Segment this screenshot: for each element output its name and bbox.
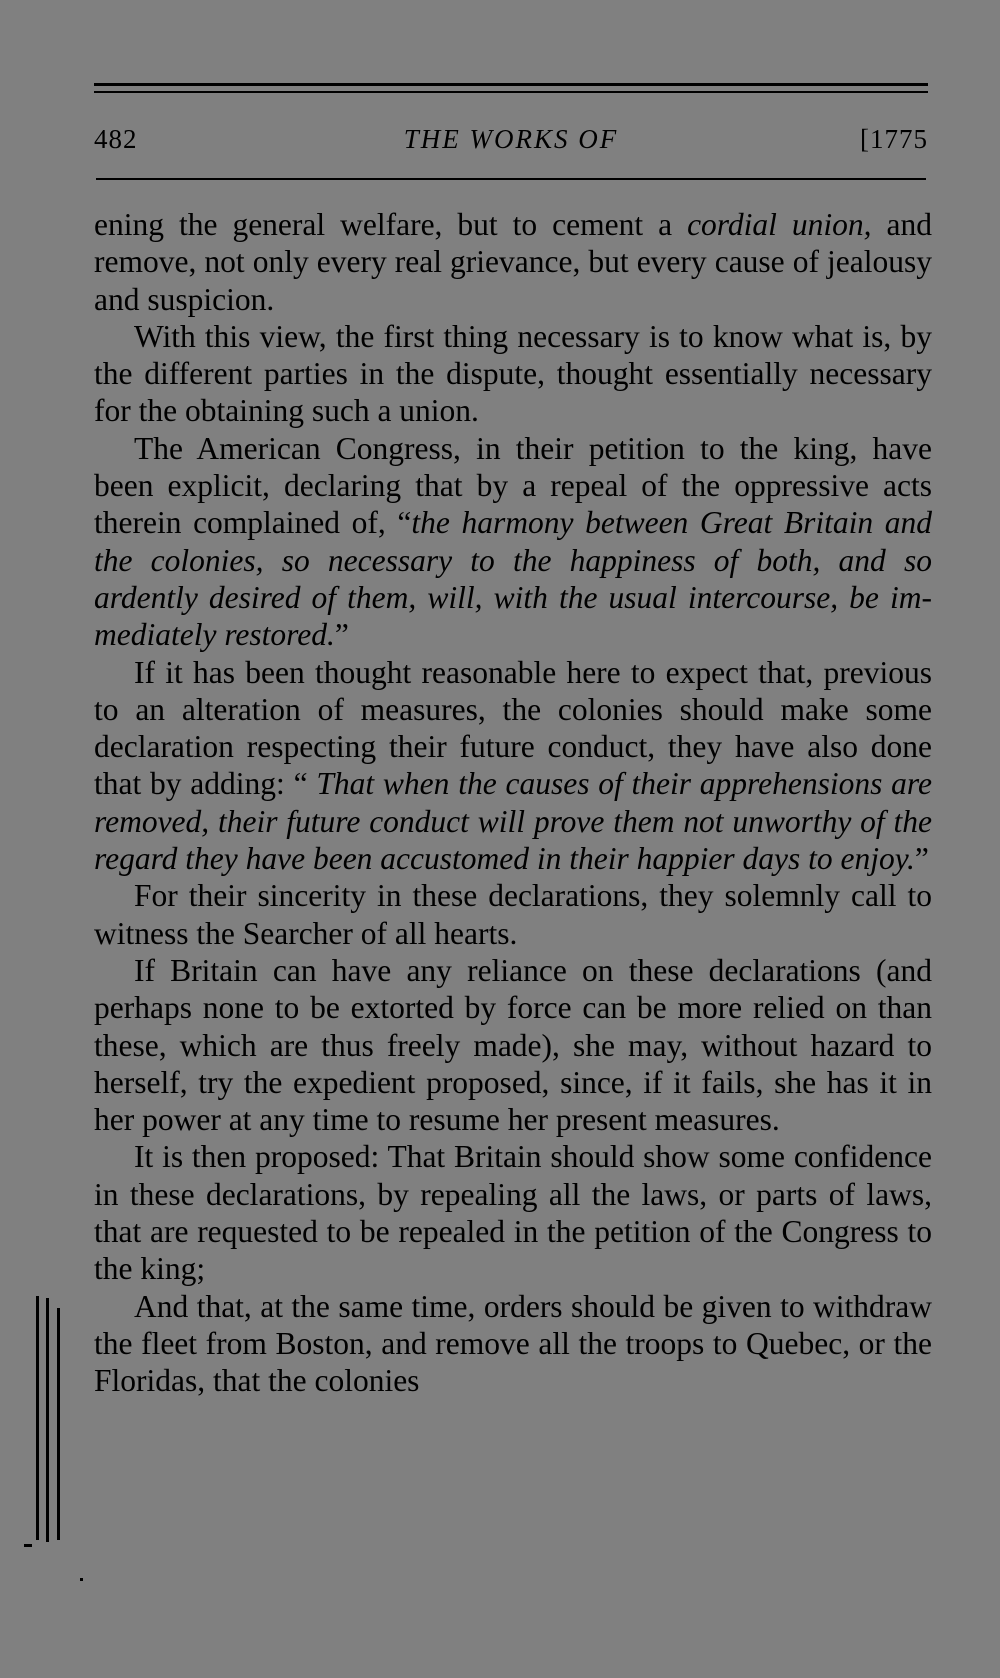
- text-run: The American Congress, in their petition to the king, have been explicit, declaring that by a repeal of the oppressive acts therein complained of, “: [94, 430, 932, 541]
- header-rule: [96, 178, 926, 180]
- text-run: ”: [334, 617, 349, 653]
- running-title: THE WORKS OF: [403, 124, 619, 154]
- paragraph: [94, 206, 932, 318]
- text-run: It is then proposed: That Britain should show some confidence in these declarations, by repealing all the laws, or parts of laws, that are requested to be repealed in the petition of the Congress to the king;: [94, 1139, 932, 1287]
- running-header: [94, 124, 928, 164]
- header-year: [1775: [860, 124, 928, 154]
- text-run: For their sincerity in these declarations, they solemnly call to witness the Searcher of all hearts.: [94, 878, 932, 951]
- page-number: 482: [94, 124, 138, 154]
- margin-mark-bar-2: [46, 1298, 49, 1542]
- margin-mark-dash: [24, 1544, 32, 1547]
- text-run: ening the general welfare, but to cement a: [94, 207, 688, 242]
- paragraph: [94, 318, 932, 430]
- italic-quote: cordial union,: [687, 207, 872, 242]
- paragraph: [94, 1288, 932, 1400]
- paragraph: [94, 877, 932, 952]
- margin-mark-bar-1: [36, 1296, 39, 1540]
- italic-quote: That when the causes of their apprehensions are removed, their future conduct will prove them not unworthy of the regard they have been accustomed in their happier days to enjoy.: [94, 766, 932, 877]
- top-double-rule-lower: [94, 91, 928, 93]
- margin-dot: [80, 1578, 83, 1581]
- text-run: With this view, the first thing necessary is to know what is, by the different parties in the dispute, thought essentially necessary for the obtaining such a union.: [94, 318, 932, 429]
- paragraph: [94, 654, 932, 878]
- text-run: and remove, not only every real grievance, but every cause of jealousy and suspicion.: [94, 207, 933, 317]
- page-body: [94, 206, 932, 1400]
- text-run: And that, at the same time, orders should be given to withdraw the fleet from Boston, and remove all the troops to Quebec, or the Floridas, that the colonies: [94, 1288, 932, 1399]
- text-run: ”: [914, 841, 929, 877]
- paragraph: [94, 430, 932, 654]
- text-run: If it has been thought reasonable here to expect that, previous to an alteration of measures, the colonies should make some declaration respecting their future conduct, they have also done that by adding: “: [94, 654, 932, 802]
- paragraph: [94, 952, 932, 1138]
- margin-mark-bar-3: [57, 1308, 60, 1540]
- text-run: If Britain can have any reliance on these declarations (and perhaps none to be extorted by force can be more relied on than these, which are thus freely made), she may, without hazard to herself, try the expedient proposed, since, if it fails, she has it in her power at any time to resume her present measures.: [94, 952, 932, 1138]
- paragraph: [94, 1138, 932, 1287]
- italic-quote: the harmony between Great Britain and the colonies, so necessary to the happiness of both, and so ardently desired of them, will, with the usual intercourse, be immediately restored.: [94, 505, 932, 653]
- top-double-rule-upper: [94, 83, 928, 86]
